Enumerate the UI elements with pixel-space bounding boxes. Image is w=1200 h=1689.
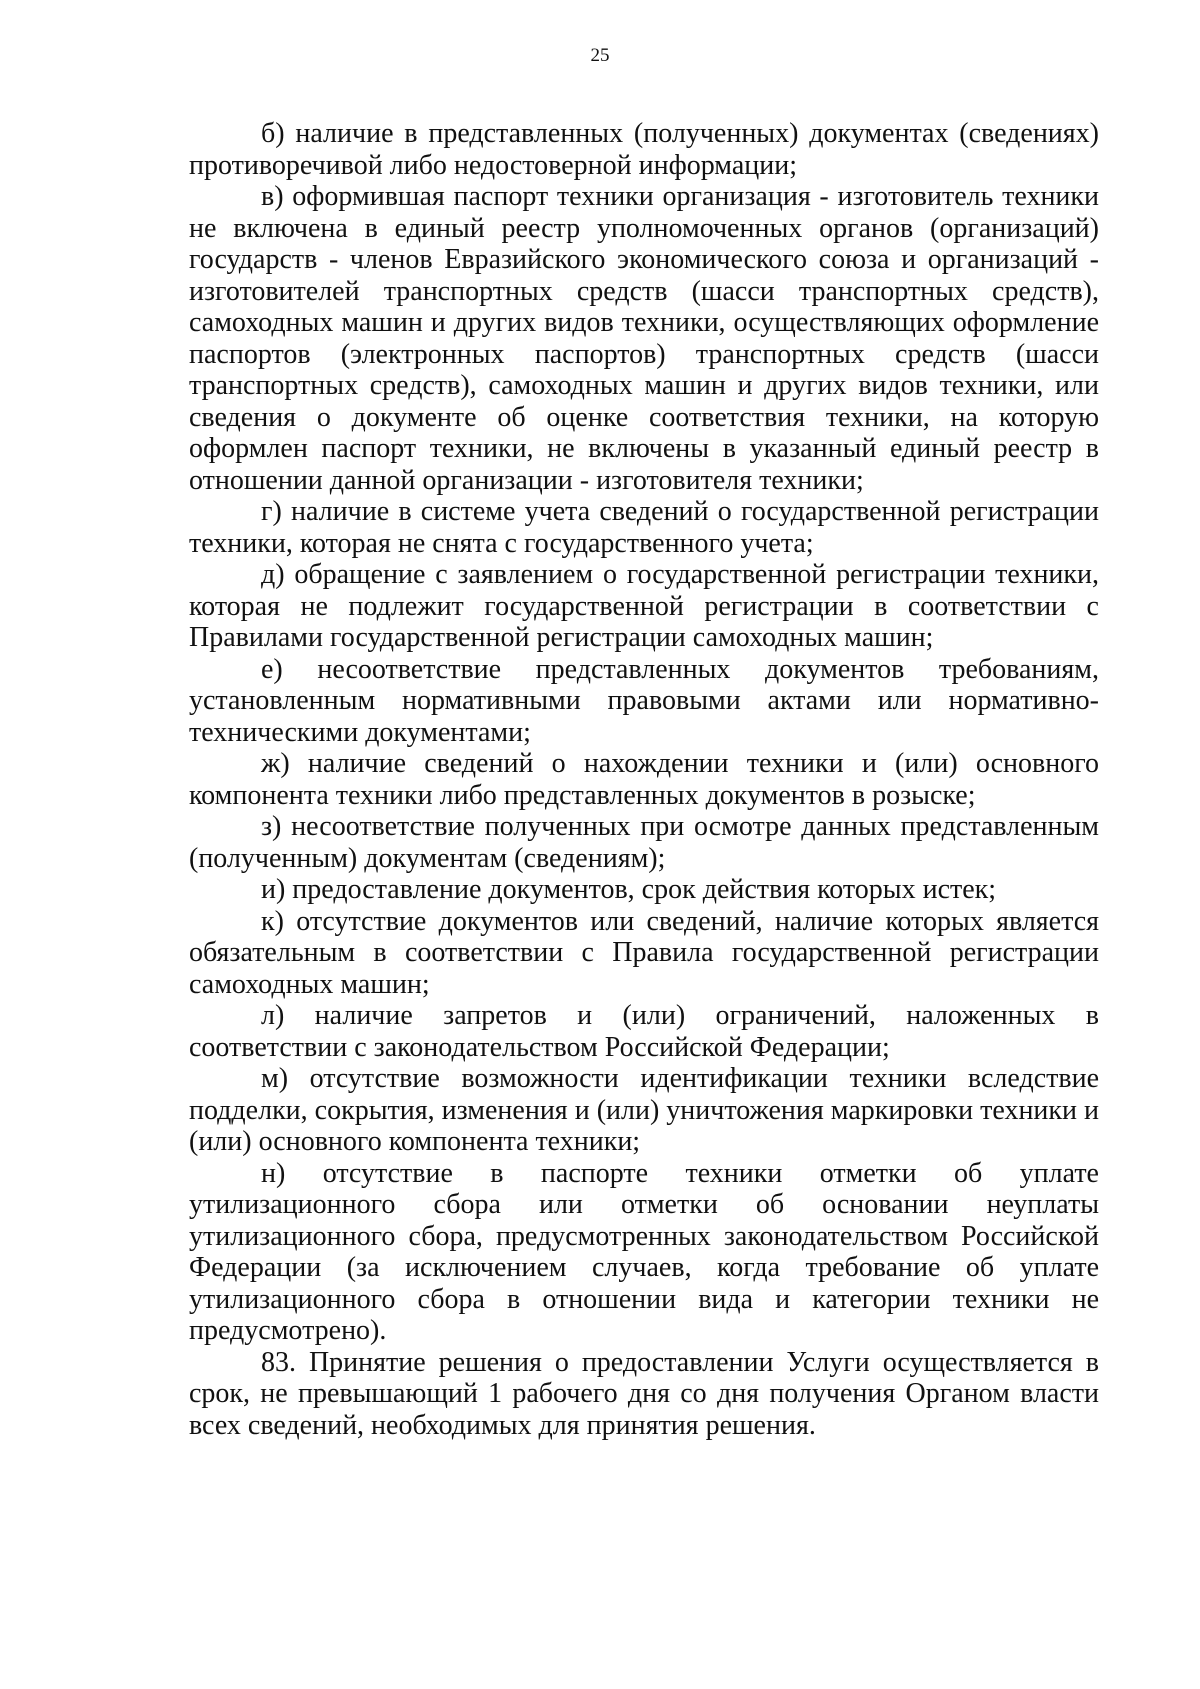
page-number: 25 — [590, 45, 610, 66]
paragraph-d: д) обращение с заявлением о государственной регистрации техники, которая не подлежит государственной регистрации в соответствии с Правилами государственной регистрации самоходных машин; — [189, 559, 1099, 653]
paragraph-g: г) наличие в системе учета сведений о государственной регистрации техники, которая не снята с государственного учета; — [189, 496, 1099, 559]
paragraph-k: к) отсутствие документов или сведений, наличие которых является обязательным в соответствии с Правила государственной регистрации самоходных машин; — [189, 905, 1099, 1000]
paragraph-m: м) отсутствие возможности идентификации техники вследствие подделки, сокрытия, изменения и (или) уничтожения маркировки техники и (или) основного компонента техники; — [189, 1063, 1099, 1157]
paragraph-z: з) несоответствие полученных при осмотре данных представленным (полученным) документам (сведениям); — [189, 811, 1099, 874]
paragraph-83: 83. Принятие решения о предоставлении Услуги осуществляется в срок, не превышающий 1 рабочего дня со дня получения Органом власти всех сведений, необходимых для принятия решения. — [189, 1346, 1099, 1441]
paragraph-i: и) предоставление документов, срок действия которых истек; — [261, 874, 997, 905]
paragraph-zh: ж) наличие сведений о нахождении техники и (или) основного компонента техники либо представленных документов в розыске; — [189, 748, 1099, 811]
paragraph-b: б) наличие в представленных (полученных) документах (сведениях) противоречивой либо недостоверной информации; — [189, 118, 1099, 181]
paragraph-e: е) несоответствие представленных документов требованиям, установленным нормативными правовыми актами или нормативно-техническими документами; — [189, 653, 1099, 748]
paragraph-v: в) оформившая паспорт техники организация - изготовитель техники не включена в единый реестр уполномоченных органов (организаций) государств - членов Евразийского экономического союза и организаций - изготовителей транспортных средств (шасси транспортных средств), самоходных машин и других видов техники, осуществляющих оформление паспортов (электронных паспортов) транспортных средств (шасси транспортных средств), самоходных машин и других видов техники, или сведения о документе об оценке соответствия техники, на которую оформлен паспорт техники, не включены в указанный единый реестр в отношении данной организации - изготовителя техники; — [189, 181, 1099, 496]
paragraph-n: н) отсутствие в паспорте техники отметки об уплате утилизационного сбора или отметки об основании неуплаты утилизационного сбора, предусмотренных законодательством Российской Федерации (за исключением случаев, когда требование об уплате утилизационного сбора в отношении вида и категории техники не предусмотрено). — [189, 1157, 1099, 1346]
paragraph-l: л) наличие запретов и (или) ограничений, наложенных в соответствии с законодательством Российской Федерации; — [189, 1000, 1099, 1063]
document-body — [189, 118, 1099, 1441]
